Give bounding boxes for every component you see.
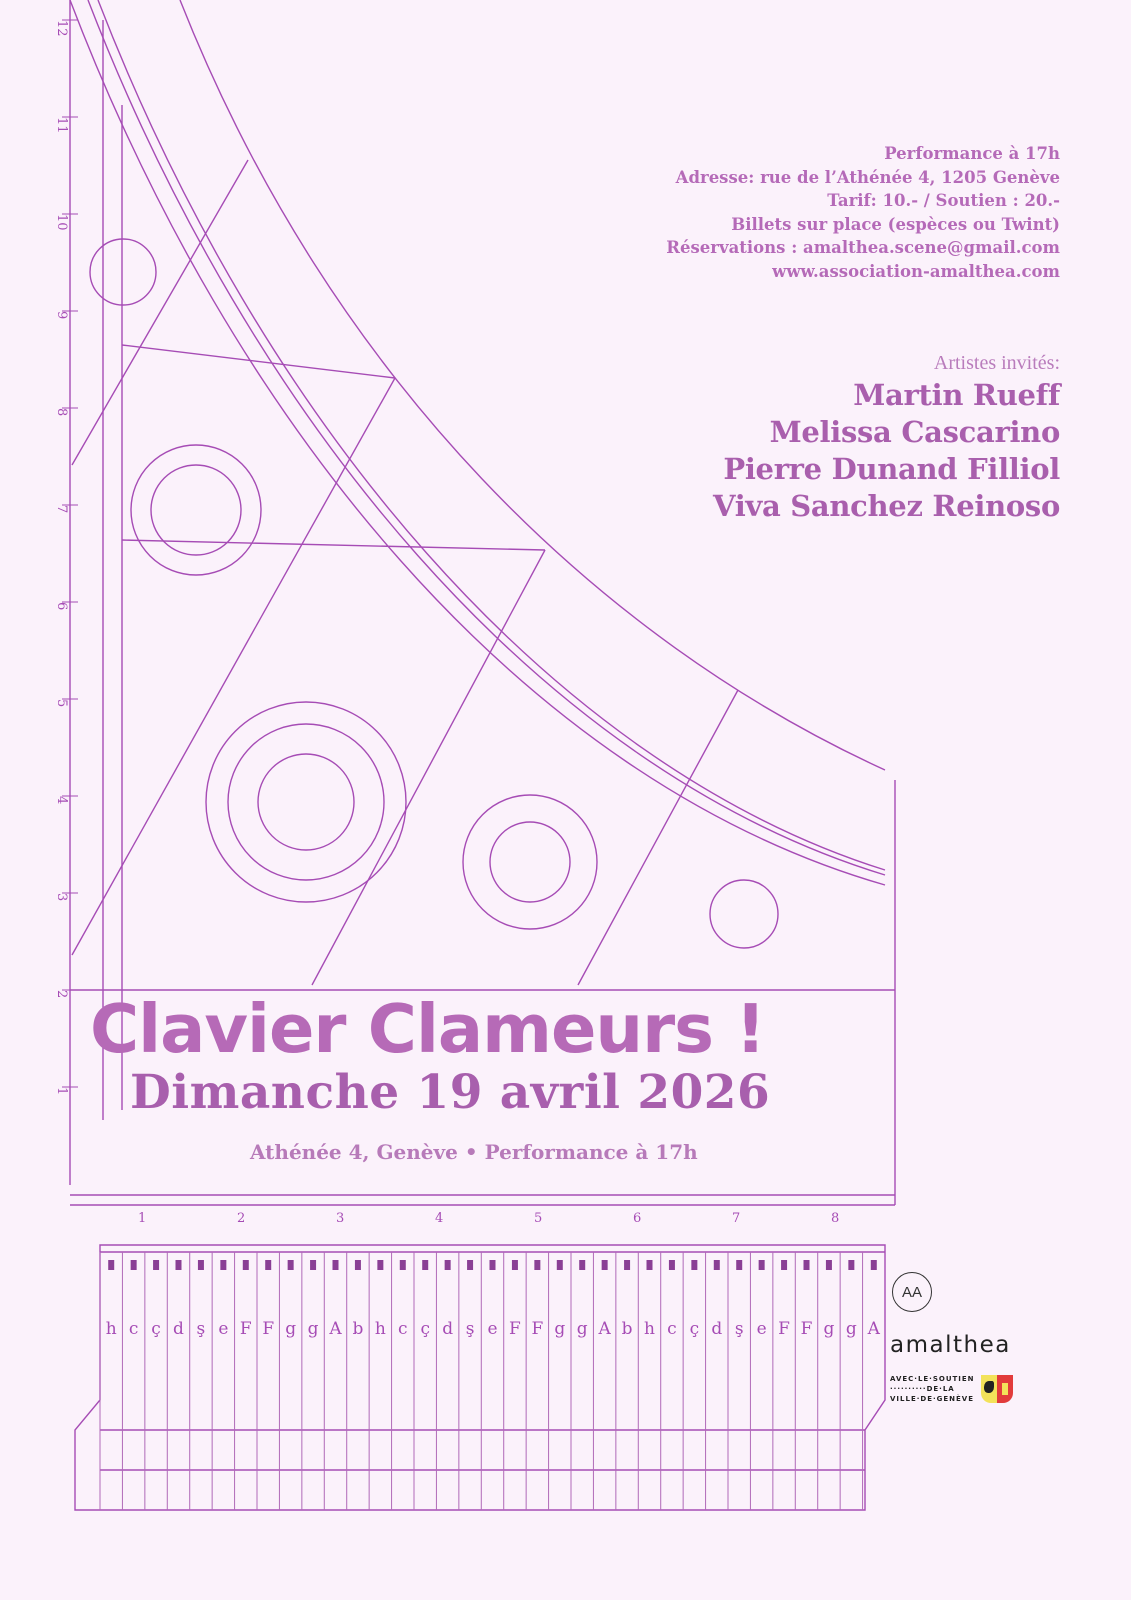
artist-name: Martin Rueff	[853, 378, 1060, 412]
ruler-left-label: 8	[54, 408, 69, 417]
ruler-bottom-label: 7	[732, 1211, 741, 1226]
key-label: e	[487, 1319, 498, 1339]
key-jack	[422, 1260, 428, 1270]
key-jack	[512, 1260, 518, 1270]
key-label: c	[398, 1319, 408, 1339]
rose-circle	[710, 880, 778, 948]
rose-circle	[258, 754, 354, 850]
key-jack	[377, 1260, 383, 1270]
key-jack	[355, 1260, 361, 1270]
key-jack	[781, 1260, 787, 1270]
key-jack	[108, 1260, 114, 1270]
key-jack	[467, 1260, 473, 1270]
key-label: c	[667, 1319, 677, 1339]
key-label: ç	[420, 1319, 430, 1339]
key-label: F	[778, 1319, 790, 1339]
key-jack	[647, 1260, 653, 1270]
ruler-left-label: 4	[54, 796, 69, 805]
ruler-bottom-label: 3	[336, 1211, 345, 1226]
key-label: A	[867, 1319, 880, 1339]
ruler-bottom-label: 5	[534, 1211, 543, 1226]
cross-line	[122, 540, 545, 550]
key-label: c	[128, 1319, 139, 1339]
key-jack	[871, 1260, 877, 1270]
rose-circle	[463, 795, 597, 929]
tickets-note: Billets sur place (espèces ou Twint)	[731, 214, 1060, 234]
key-jack	[624, 1260, 630, 1270]
key-label: F	[509, 1319, 521, 1339]
key-jack	[198, 1260, 204, 1270]
key-jack	[714, 1260, 720, 1270]
ruler-left-label: 2	[54, 990, 69, 999]
cross-line	[578, 690, 738, 985]
ruler-bottom-label: 2	[237, 1211, 246, 1226]
rose-circle	[90, 239, 156, 305]
key-label: b	[352, 1319, 364, 1339]
guest-artists	[713, 352, 1060, 525]
price: Tarif: 10.- / Soutien : 20.-	[827, 191, 1060, 210]
ruler-bottom-label: 8	[831, 1211, 840, 1226]
key-jack	[490, 1260, 496, 1270]
key-label: g	[823, 1319, 835, 1339]
rose-circle	[228, 724, 384, 880]
key-jack	[131, 1260, 137, 1270]
key-jack	[534, 1260, 540, 1270]
key-label: e	[218, 1319, 229, 1339]
key-jack	[310, 1260, 316, 1270]
ruler-left-label: 10	[54, 214, 69, 231]
sponsor-text: AVEC·LE·SOUTIEN ··········DE·LA VILLE·DE·GENÈVE	[890, 1375, 975, 1403]
keyboard-keys	[100, 1252, 877, 1510]
key-jack	[400, 1260, 406, 1270]
key-label: g	[307, 1319, 319, 1339]
key-jack	[826, 1260, 832, 1270]
key-label: F	[262, 1319, 275, 1339]
key-label: ş	[196, 1319, 206, 1339]
ruler-bottom-label: 6	[633, 1211, 642, 1226]
ruler-left-label: 7	[54, 505, 69, 514]
key-jack	[445, 1260, 451, 1270]
cross-line	[72, 160, 248, 465]
event-subline: Athénée 4, Genève • Performance à 17h	[250, 1140, 698, 1164]
key-jack	[579, 1260, 585, 1270]
key-label: ç	[689, 1319, 700, 1339]
key-jack	[691, 1260, 697, 1270]
key-jack	[759, 1260, 765, 1270]
key-label: F	[800, 1319, 813, 1339]
artist-name: Viva Sanchez Reinoso	[713, 489, 1060, 523]
key-label: d	[442, 1319, 454, 1339]
key-jack	[804, 1260, 810, 1270]
key-label: h	[105, 1319, 117, 1339]
key-jack	[176, 1260, 182, 1270]
key-label: g	[285, 1319, 297, 1339]
ruler-bottom-label: 1	[138, 1211, 147, 1226]
key-label: g	[576, 1319, 588, 1339]
ruler-bottom-label: 4	[435, 1211, 444, 1226]
key-label: b	[621, 1319, 633, 1339]
ruler-left-label: 11	[54, 117, 69, 134]
logo-name: amalthea	[890, 1332, 1011, 1358]
key-label: g	[845, 1319, 857, 1339]
key-label: h	[374, 1319, 386, 1339]
key-label: ş	[465, 1319, 475, 1339]
rose-circle	[206, 702, 406, 902]
key-label: F	[531, 1319, 544, 1339]
key-jack	[669, 1260, 675, 1270]
ruler-left-label: 5	[54, 699, 69, 708]
key-label: g	[554, 1319, 566, 1339]
sponsor-block	[890, 1374, 1060, 1404]
event-date: Dimanche 19 avril 2026	[130, 1065, 771, 1120]
performance-time: Performance à 17h	[884, 144, 1060, 163]
key-jack	[848, 1260, 854, 1270]
key-jack	[220, 1260, 226, 1270]
key-label: A	[598, 1319, 611, 1339]
key-jack	[243, 1260, 249, 1270]
artists-label: Artistes invités:	[933, 352, 1060, 374]
ruler-left-label: 1	[54, 1087, 69, 1096]
key-label: F	[239, 1319, 252, 1339]
key-labels	[106, 1319, 881, 1339]
ruler-left-label: 9	[54, 311, 69, 320]
rose-circle	[490, 822, 570, 902]
key-jack	[602, 1260, 608, 1270]
address: Adresse: rue de l’Athénée 4, 1205 Genève	[675, 167, 1060, 187]
logo-mark: AA	[892, 1272, 932, 1312]
website-link[interactable]: www.association-amalthea.com	[772, 261, 1060, 281]
key-jack	[265, 1260, 271, 1270]
ruler-left-label: 12	[54, 20, 69, 37]
event-title: Clavier Clameurs !	[90, 990, 765, 1068]
key-label: h	[644, 1319, 655, 1339]
key-jack	[736, 1260, 742, 1270]
key-jack	[333, 1260, 339, 1270]
cross-line	[312, 550, 545, 985]
key-label: ç	[151, 1319, 161, 1339]
key-jack	[153, 1260, 159, 1270]
geneva-crest-icon	[981, 1375, 1013, 1403]
artist-name: Pierre Dunand Filliol	[723, 452, 1060, 486]
key-jack	[557, 1260, 563, 1270]
key-label: e	[756, 1319, 767, 1339]
ruler-left-label: 3	[54, 893, 69, 902]
key-label: ş	[734, 1319, 744, 1339]
ruler-left-label: 6	[54, 602, 69, 611]
event-info	[666, 142, 1060, 283]
key-label: d	[711, 1319, 723, 1339]
key-jack	[288, 1260, 294, 1270]
amalthea-logo	[890, 1272, 1060, 1404]
reservations-email[interactable]: Réservations : amalthea.scene@gmail.com	[666, 238, 1060, 257]
key-label: d	[173, 1319, 184, 1339]
artist-name: Melissa Cascarino	[769, 415, 1060, 449]
key-label: A	[329, 1319, 342, 1339]
